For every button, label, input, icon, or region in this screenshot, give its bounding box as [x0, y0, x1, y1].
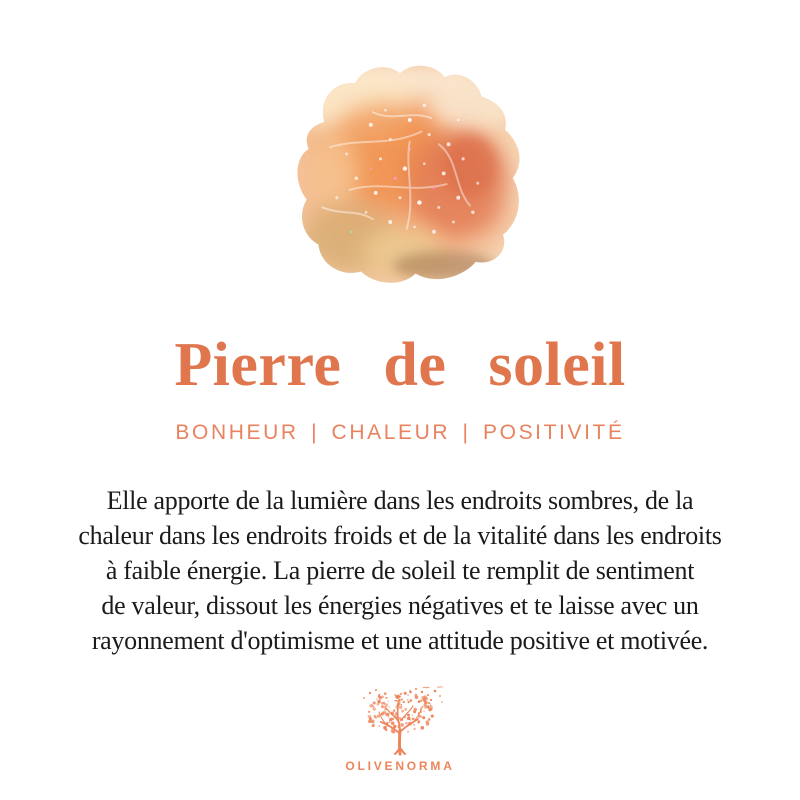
- keywords-subtitle: BONHEUR | CHALEUR | POSITIVITÉ: [175, 421, 625, 444]
- description-line: de valeur, dissout les énergies négatives et te laisse avec un: [101, 591, 699, 620]
- brand-logo: [345, 686, 454, 774]
- brand-name: OLIVENORMA: [345, 759, 455, 773]
- description-line: à faible énergie. La pierre de soleil te remplit de sentiment: [105, 556, 695, 585]
- flying-leaves: [363, 687, 443, 703]
- olivenorma-tree-icon: [352, 686, 448, 756]
- description-text: [78, 483, 721, 658]
- description-line: rayonnement d'optimisme et une attitude positive et motivée.: [91, 626, 709, 655]
- sunstone-image: [264, 52, 536, 290]
- description-line: Elle apporte de la lumière dans les endroits sombres, de la: [106, 486, 694, 515]
- page-title: Pierre de soleil: [174, 331, 626, 399]
- sunstone-photo: [264, 52, 536, 290]
- description-line: chaleur dans les endroits froids et de la vitalité dans les endroits: [78, 521, 722, 550]
